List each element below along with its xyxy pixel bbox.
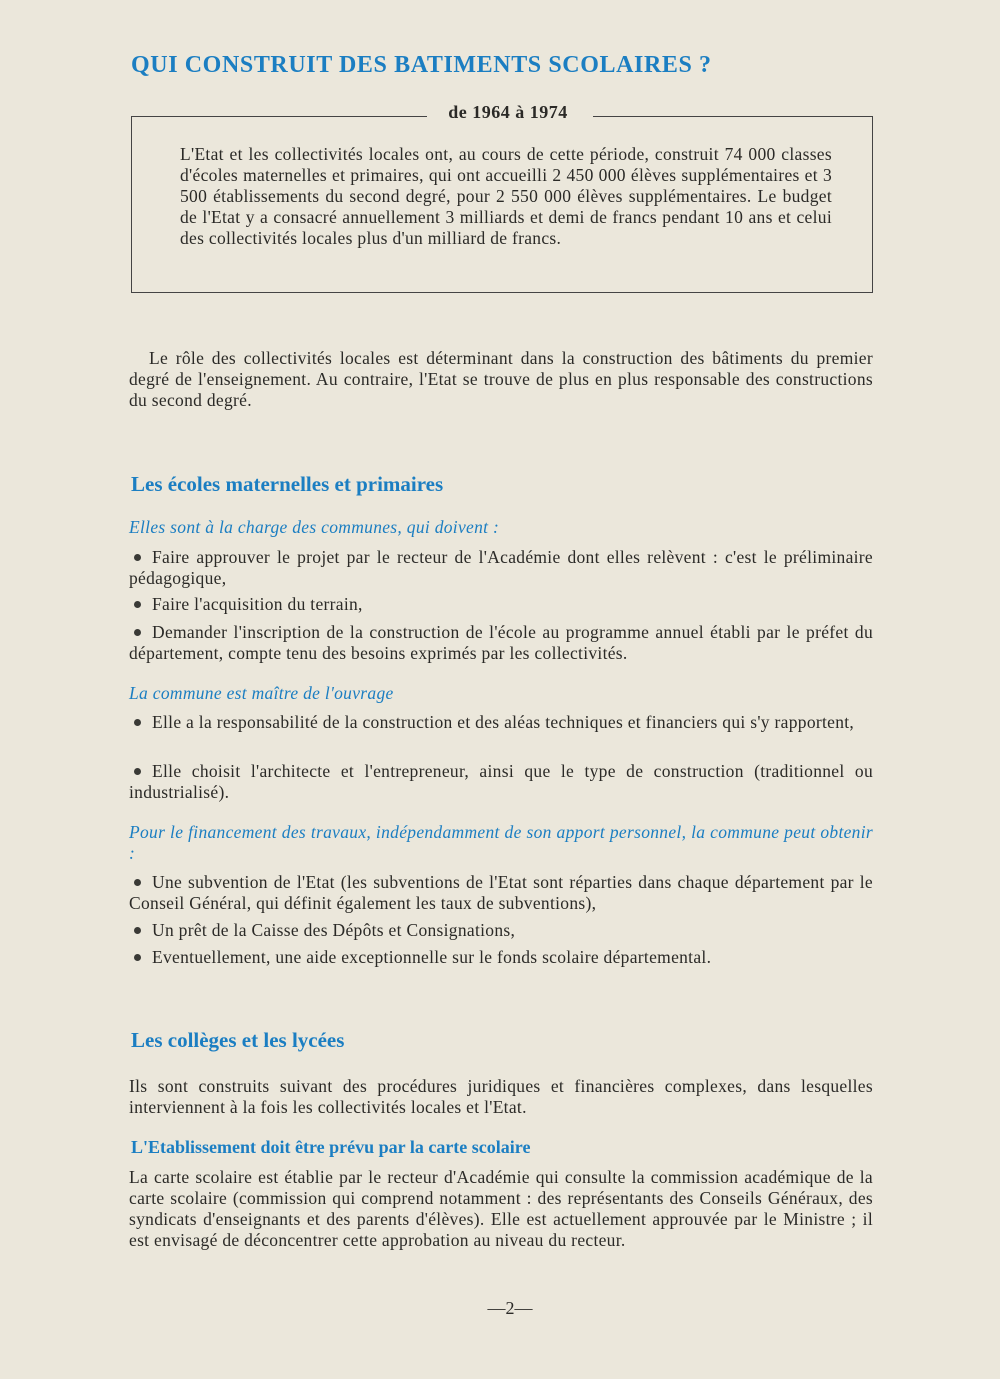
subheading-maitre-ouvrage: La commune est maître de l'ouvrage	[129, 683, 394, 703]
box-border	[131, 292, 873, 293]
section-title-primary-schools: Les écoles maternelles et primaires	[131, 472, 444, 496]
bullet-icon	[134, 719, 141, 726]
subheading-financement: Pour le financement des travaux, indépendamment de son apport personnel, la commune peut obtenir :	[129, 822, 873, 863]
box-border	[872, 116, 873, 293]
subheading-carte-scolaire: L'Etablissement doit être prévu par la carte scolaire	[131, 1137, 531, 1157]
box-border	[131, 116, 132, 293]
list-item: Faire approuver le projet par le recteur de l'Académie dont elles relèvent : c'est le préliminaire pédagogique,	[129, 547, 873, 588]
page-number: —2—	[487, 1298, 533, 1318]
list-item: Eventuellement, une aide exceptionnelle sur le fonds scolaire départemental.	[129, 947, 873, 968]
list-item: Faire l'acquisition du terrain,	[129, 594, 873, 615]
bullet-icon	[134, 554, 141, 561]
summary-box	[131, 102, 873, 293]
bullet-icon	[134, 629, 141, 636]
bullet-icon	[134, 927, 141, 934]
box-period-label: de 1964 à 1974	[448, 102, 568, 122]
list-item: Elle choisit l'architecte et l'entrepreneur, ainsi que le type de construction (traditionnel ou industrialisé).	[129, 761, 873, 802]
page-title: QUI CONSTRUIT DES BATIMENTS SCOLAIRES ?	[131, 52, 712, 78]
subheading-communes: Elles sont à la charge des communes, qui doivent :	[129, 517, 500, 537]
bullet-icon	[134, 768, 141, 775]
bullet-icon	[134, 954, 141, 961]
box-text: L'Etat et les collectivités locales ont, au cours de cette période, construit 74 000 classes d'écoles maternelles et primaires, qui ont accueilli 2 450 000 élèves supplémentaires et 3 500 établissements du second degré, pour 2 550 000 élèves supplémentaires. Le budget de l'Etat y a consacré annuellement 3 milliards et demi de francs pendant 10 ans et celui des collectivités locales plus d'un milliard de francs.	[180, 144, 832, 248]
box-border	[131, 116, 427, 117]
list-item: Un prêt de la Caisse des Dépôts et Consignations,	[129, 920, 873, 941]
box-border	[593, 116, 873, 117]
intro-paragraph: Le rôle des collectivités locales est déterminant dans la construction des bâtiments du premier degré de l'enseignement. Au contraire, l'Etat se trouve de plus en plus responsable des constructions du second degré.	[129, 348, 873, 410]
section2-intro: Ils sont construits suivant des procédures juridiques et financières complexes, dans lesquelles interviennent à la fois les collectivités locales et l'Etat.	[129, 1076, 873, 1117]
list-item: Demander l'inscription de la construction de l'école au programme annuel établi par le préfet du département, compte tenu des besoins exprimés par les collectivités.	[129, 622, 873, 663]
list-item: Une subvention de l'Etat (les subventions de l'Etat sont réparties dans chaque département par le Conseil Général, qui définit également les taux de subventions),	[129, 872, 873, 913]
carte-scolaire-paragraph: La carte scolaire est établie par le recteur d'Académie qui consulte la commission académique de la carte scolaire (commission qui comprend notamment : des représentants des Conseils Généraux, des syndicats d'enseignants et des parents d'élèves). Elle est actuellement approuvée par le Ministre ; il est envisagé de déconcentrer cette approbation au niveau du recteur.	[129, 1167, 873, 1250]
bullet-icon	[134, 879, 141, 886]
bullet-icon	[134, 601, 141, 608]
list-item: Elle a la responsabilité de la construction et des aléas techniques et financiers qui s'y rapportent,	[129, 712, 873, 733]
section-title-secondary-schools: Les collèges et les lycées	[131, 1028, 345, 1052]
